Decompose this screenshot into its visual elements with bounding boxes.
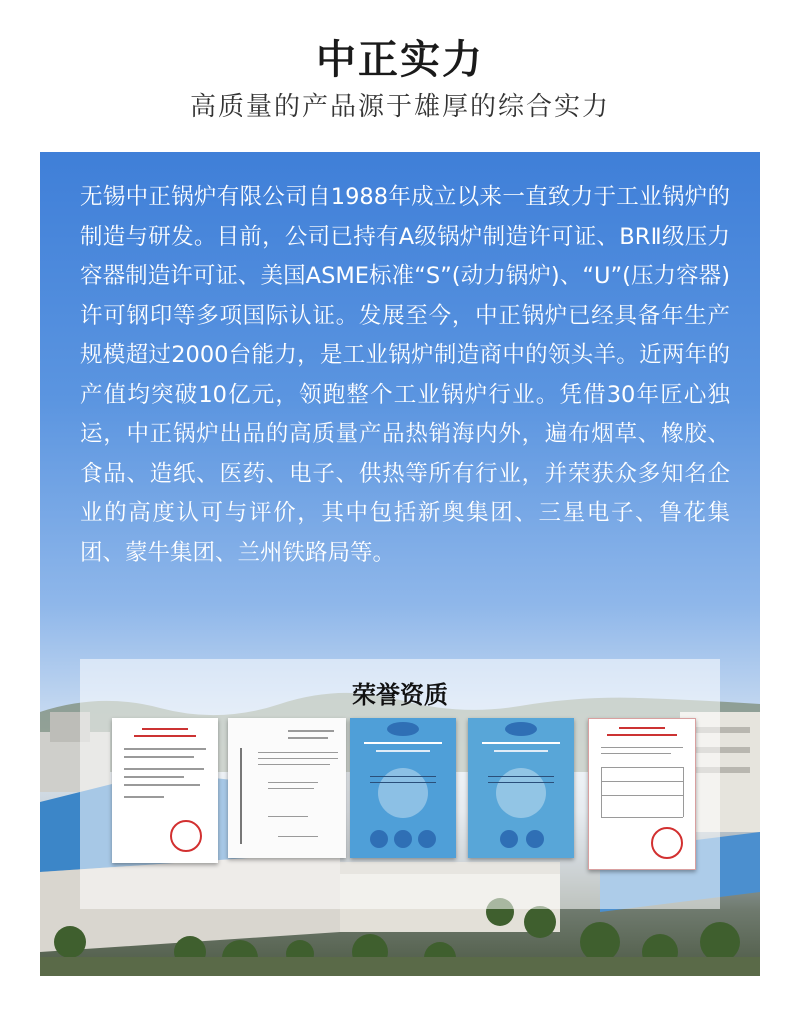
- company-introduction-text: 无锡中正锅炉有限公司自1988年成立以来一直致力于工业锅炉的制造与研发。目前，公司已持有A级锅炉制造许可证、BRⅡ级压力容器制造许可证、美国ASME标准“S”(动力锅炉)、“U”(压力容器)许可钢印等多项国际认证。发展至今，中正锅炉已经具备年生产规模超过2000台能力，是工业锅炉制造商中的领头羊。近两年的产值均突破10亿元，领跑整个工业锅炉行业。凭借30年匠心独运，中正锅炉出品的高质量产品热销海内外，遍布烟草、橡胶、食品、造纸、医药、电子、供热等所有行业，并荣获众多知名企业的高度认可与评价，其中包括新奥集团、三星电子、鲁花集团、蒙牛集团、兰州铁路局等。: [80, 184, 730, 566]
- certificate-environmental-management-image: [468, 718, 574, 858]
- certificate-manufacturing-license-image: [112, 718, 218, 863]
- company-strength-panel: [40, 152, 760, 976]
- certificate-installation-license-image: [588, 718, 696, 870]
- honors-section: [80, 659, 720, 909]
- page-title: 中正实力: [316, 37, 484, 83]
- honors-title: 荣誉资质: [352, 681, 448, 709]
- page-subtitle: 高质量的产品源于雄厚的综合实力: [189, 92, 610, 122]
- certificate-asme-authorization-image: [228, 718, 346, 858]
- certificate-quality-management-image: [350, 718, 456, 858]
